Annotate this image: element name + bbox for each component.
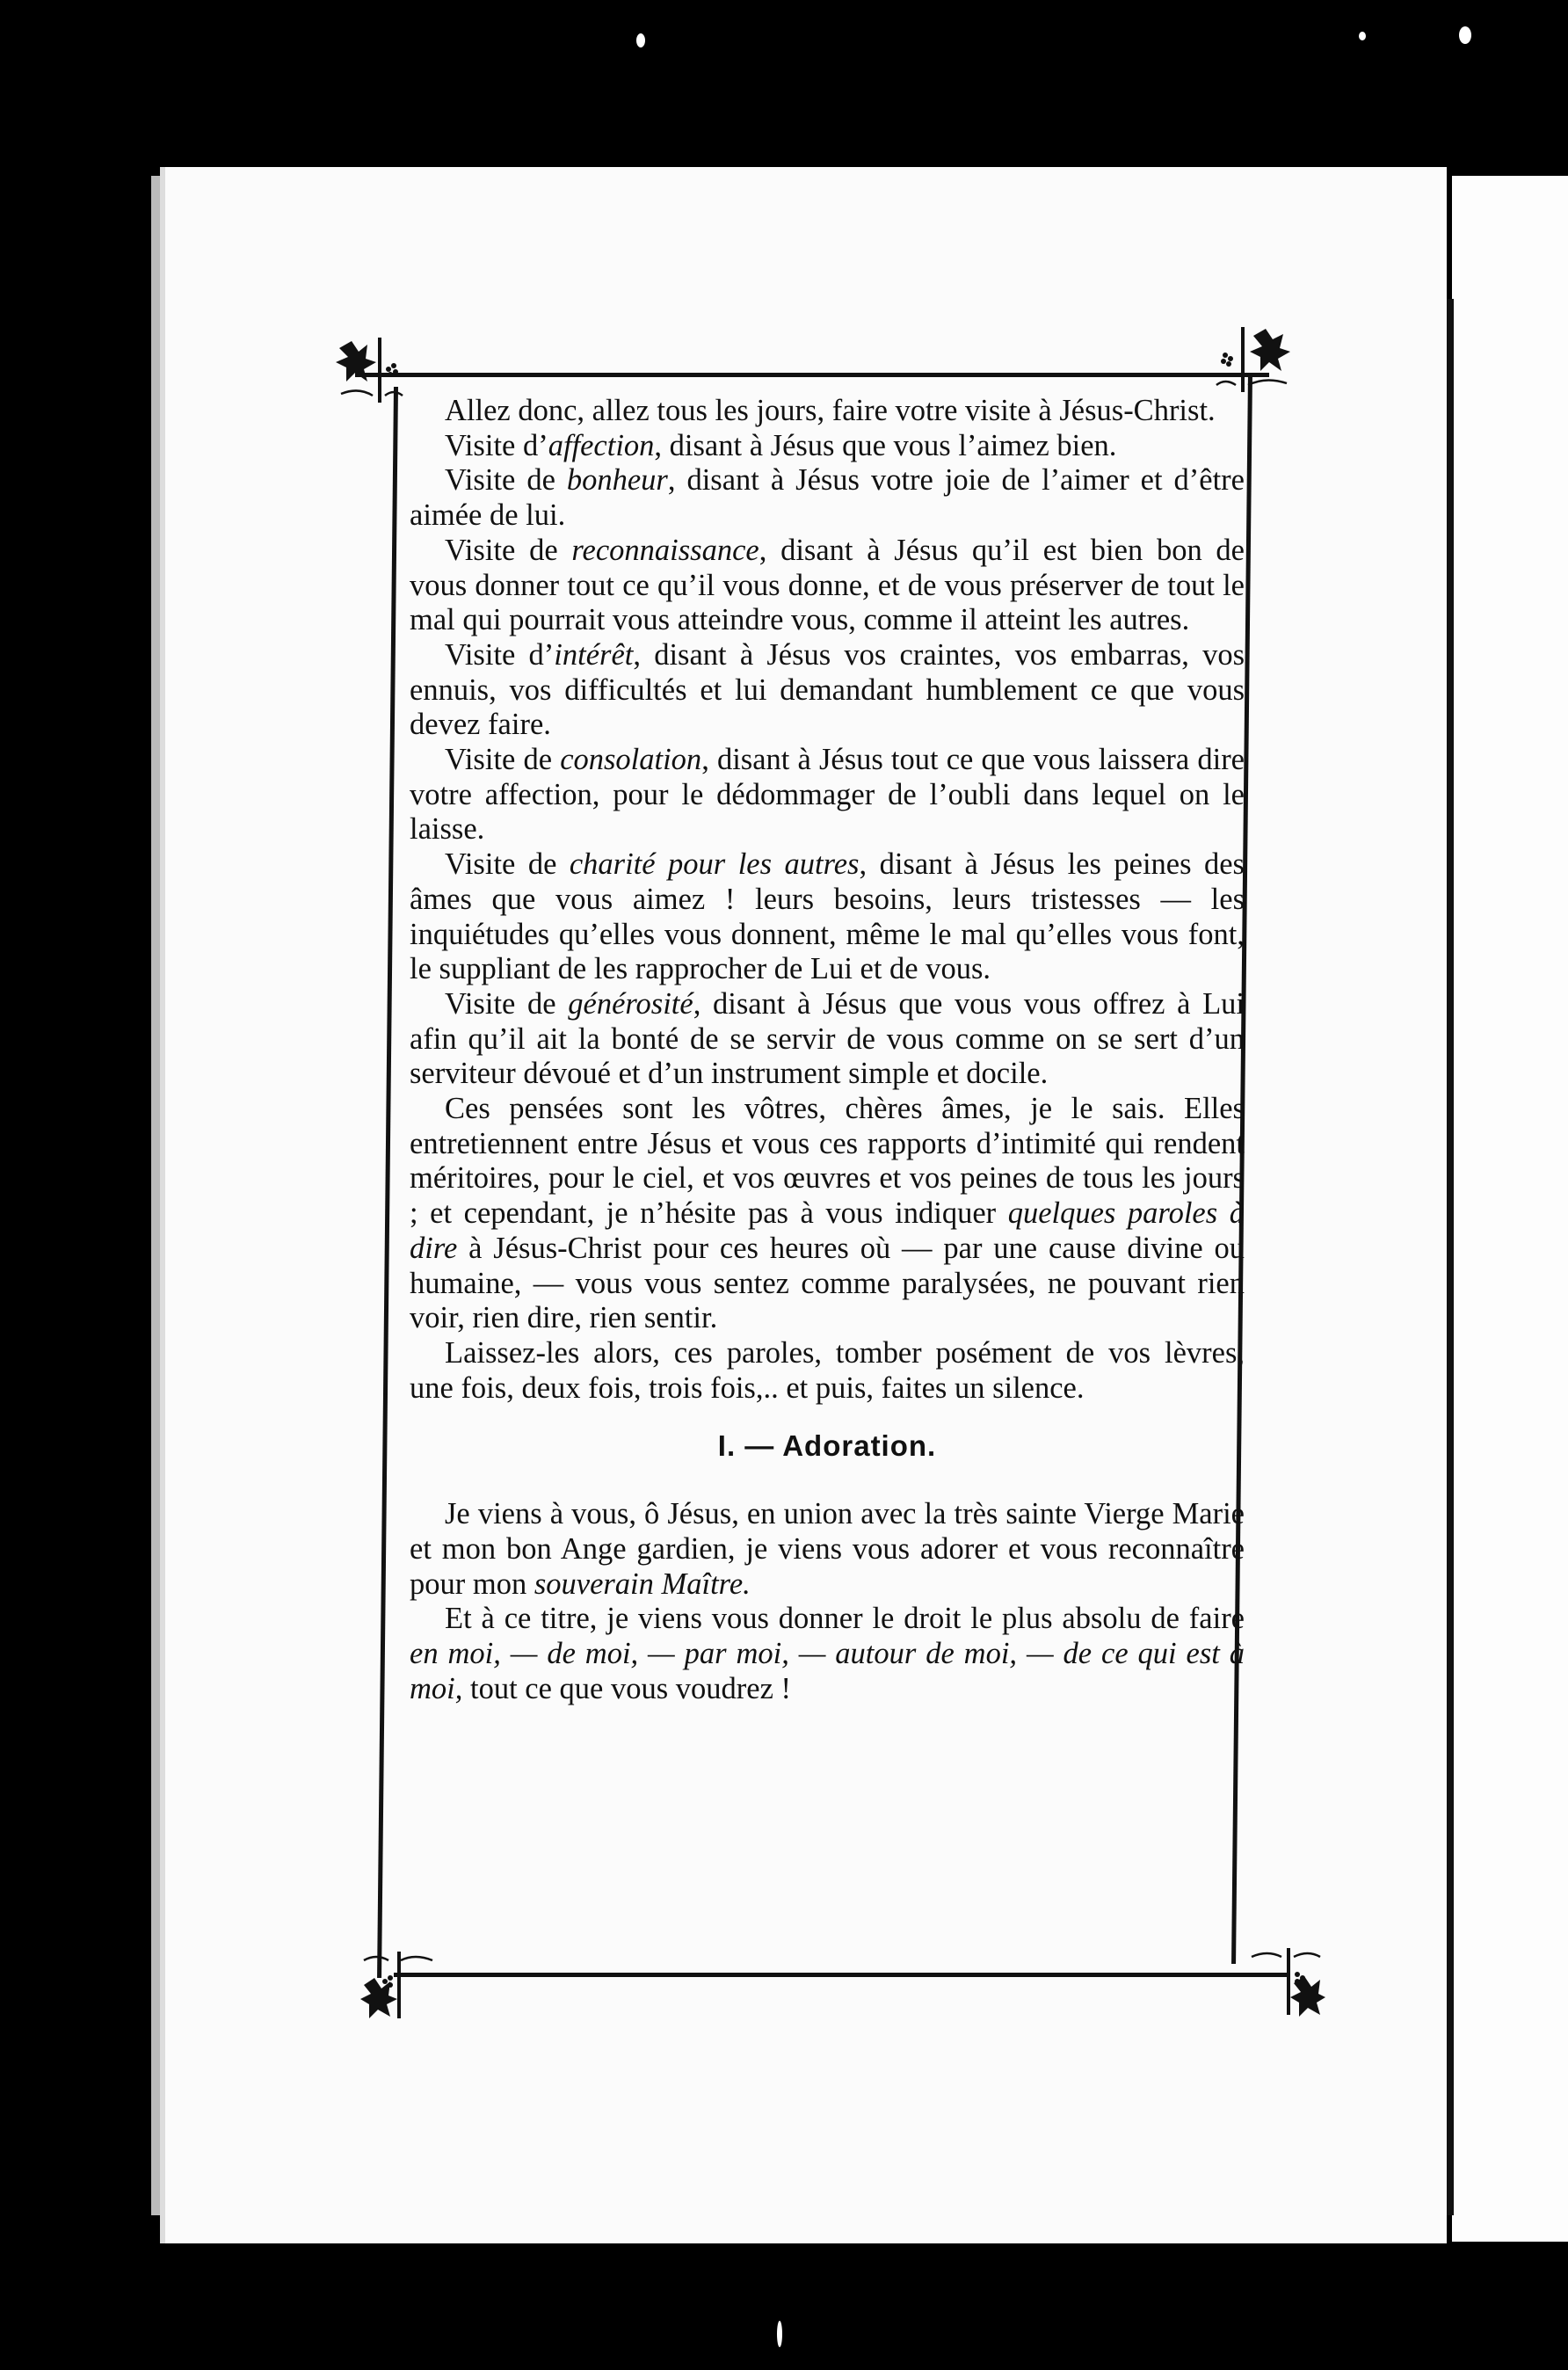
text-run: Visite de [445, 743, 561, 777]
italic-phrase: intérêt [554, 637, 634, 672]
italic-phrase: générosité [568, 986, 693, 1021]
italic-phrase: quelques paroles à dire [410, 1196, 1245, 1265]
text-run: Visite d’ [445, 428, 548, 462]
scan-speck [1459, 26, 1471, 44]
text-run: , disant à Jésus votre joie de l’aimer et d’être aimée de lui. [410, 463, 1245, 533]
text-run: Visite de [445, 847, 570, 882]
paragraph [410, 394, 1245, 429]
paragraph [410, 638, 1245, 743]
italic-phrase: bonheur [566, 463, 668, 498]
text-run: , disant à Jésus que vous l’aimez bien. [654, 428, 1117, 462]
text-run: Visite de [445, 463, 567, 498]
scan-speck [636, 33, 645, 47]
italic-phrase: reconnaissance [571, 533, 759, 567]
body-paragraphs [410, 394, 1245, 1406]
paragraph [410, 463, 1245, 533]
text-run: Visite d’ [445, 637, 555, 672]
italic-phrase: souverain Maître. [534, 1567, 751, 1601]
text-run: Laissez-les alors, ces paroles, tomber posément de vos lèvres, une fois, deux fois, trois fois,.. et puis, faites un silence. [410, 1335, 1245, 1405]
scan-speck [777, 2321, 782, 2347]
text-run: , disant à Jésus les peines des âmes que vous aimez ! leurs besoins, leurs tristesses — les inquiétudes qu’elles vous donnent, même le mal qu’elles vous font, le suppliant de les rapprocher de Lui et de vous. [410, 847, 1245, 986]
text-run: Et à ce titre, je viens vous donner le droit le plus absolu de faire [445, 1602, 1245, 1636]
paragraph [410, 987, 1245, 1092]
paragraph [410, 1092, 1245, 1336]
page-text-block [410, 394, 1245, 1706]
paragraph [410, 1497, 1245, 1602]
text-run: tout ce que vous voudrez ! [462, 1671, 792, 1705]
text-run: , disant à Jésus qu’il est bien bon de vous donner tout ce qu’il vous donne, et de vous préserver de tout le mal qui pourrait vous atteindre vous, comme il atteint les autres. [410, 533, 1245, 637]
text-run: , disant à Jésus que vous vous offrez à Lui afin qu’il ait la bonté de se servir de vous comme on se sert d’un serviteur dévoué et d’un instrument simple et docile. [410, 986, 1245, 1091]
paragraph [410, 429, 1245, 464]
grape-leaf-ornament-icon [332, 332, 408, 408]
frame-bottom-rule [394, 1973, 1289, 1977]
text-run: Allez donc, allez tous les jours, faire votre visite à Jésus-Christ. [445, 394, 1216, 427]
paragraph [410, 1602, 1245, 1706]
grape-leaf-ornament-icon [359, 1943, 438, 2022]
text-run: , disant à Jésus tout ce que vous laissera dire votre affection, pour le dédommager de l’oubli dans lequel on le laisse. [410, 743, 1245, 847]
scan-speck [1359, 32, 1366, 40]
paragraph [410, 534, 1245, 638]
text-run: Visite de [445, 986, 569, 1021]
italic-phrase: charité pour les autres [569, 847, 860, 882]
text-run: Je viens à vous, ô Jésus, en union avec la très sainte Vierge Marie et mon bon Ange gardien, je viens vous adorer et vous reconnaître pour mon [410, 1497, 1245, 1601]
italic-phrase: affection [548, 428, 655, 462]
paragraph [410, 847, 1245, 987]
italic-phrase: en moi, — de moi, — par moi, — autour de moi, — de ce qui est à moi, [410, 1636, 1245, 1705]
section-heading: I. — Adoration. [717, 1429, 937, 1463]
grape-leaf-ornament-icon [1213, 322, 1292, 397]
adoration-paragraphs [410, 1497, 1245, 1706]
text-run: , disant à Jésus vos craintes, vos embarras, vos ennuis, vos difficultés et lui demandant humblement ce que vous devez faire. [410, 637, 1245, 742]
grape-leaf-ornament-icon [1246, 1939, 1325, 2018]
frame-top-rule [355, 373, 1269, 377]
text-run: à Jésus-Christ pour ces heures où — par une cause divine ou humaine, — vous vous sentez comme paralysées, ne pouvant rien voir, rien dire, rien sentir. [410, 1231, 1245, 1335]
text-run: Ces pensées sont les vôtres, chères âmes, je le sais. Elles entretiennent entre Jésus et vous ces rapports d’intimité qui rendent méritoires, pour le ciel, et vos œuvres et vos peines de tous les jours ; et cependant, je n’hésite pas à vous indiquer [410, 1092, 1245, 1231]
italic-phrase: consolation [560, 743, 702, 777]
text-run: Visite de [445, 533, 572, 567]
paragraph [410, 1336, 1245, 1406]
facing-page [1452, 176, 1568, 2242]
paragraph [410, 743, 1245, 847]
